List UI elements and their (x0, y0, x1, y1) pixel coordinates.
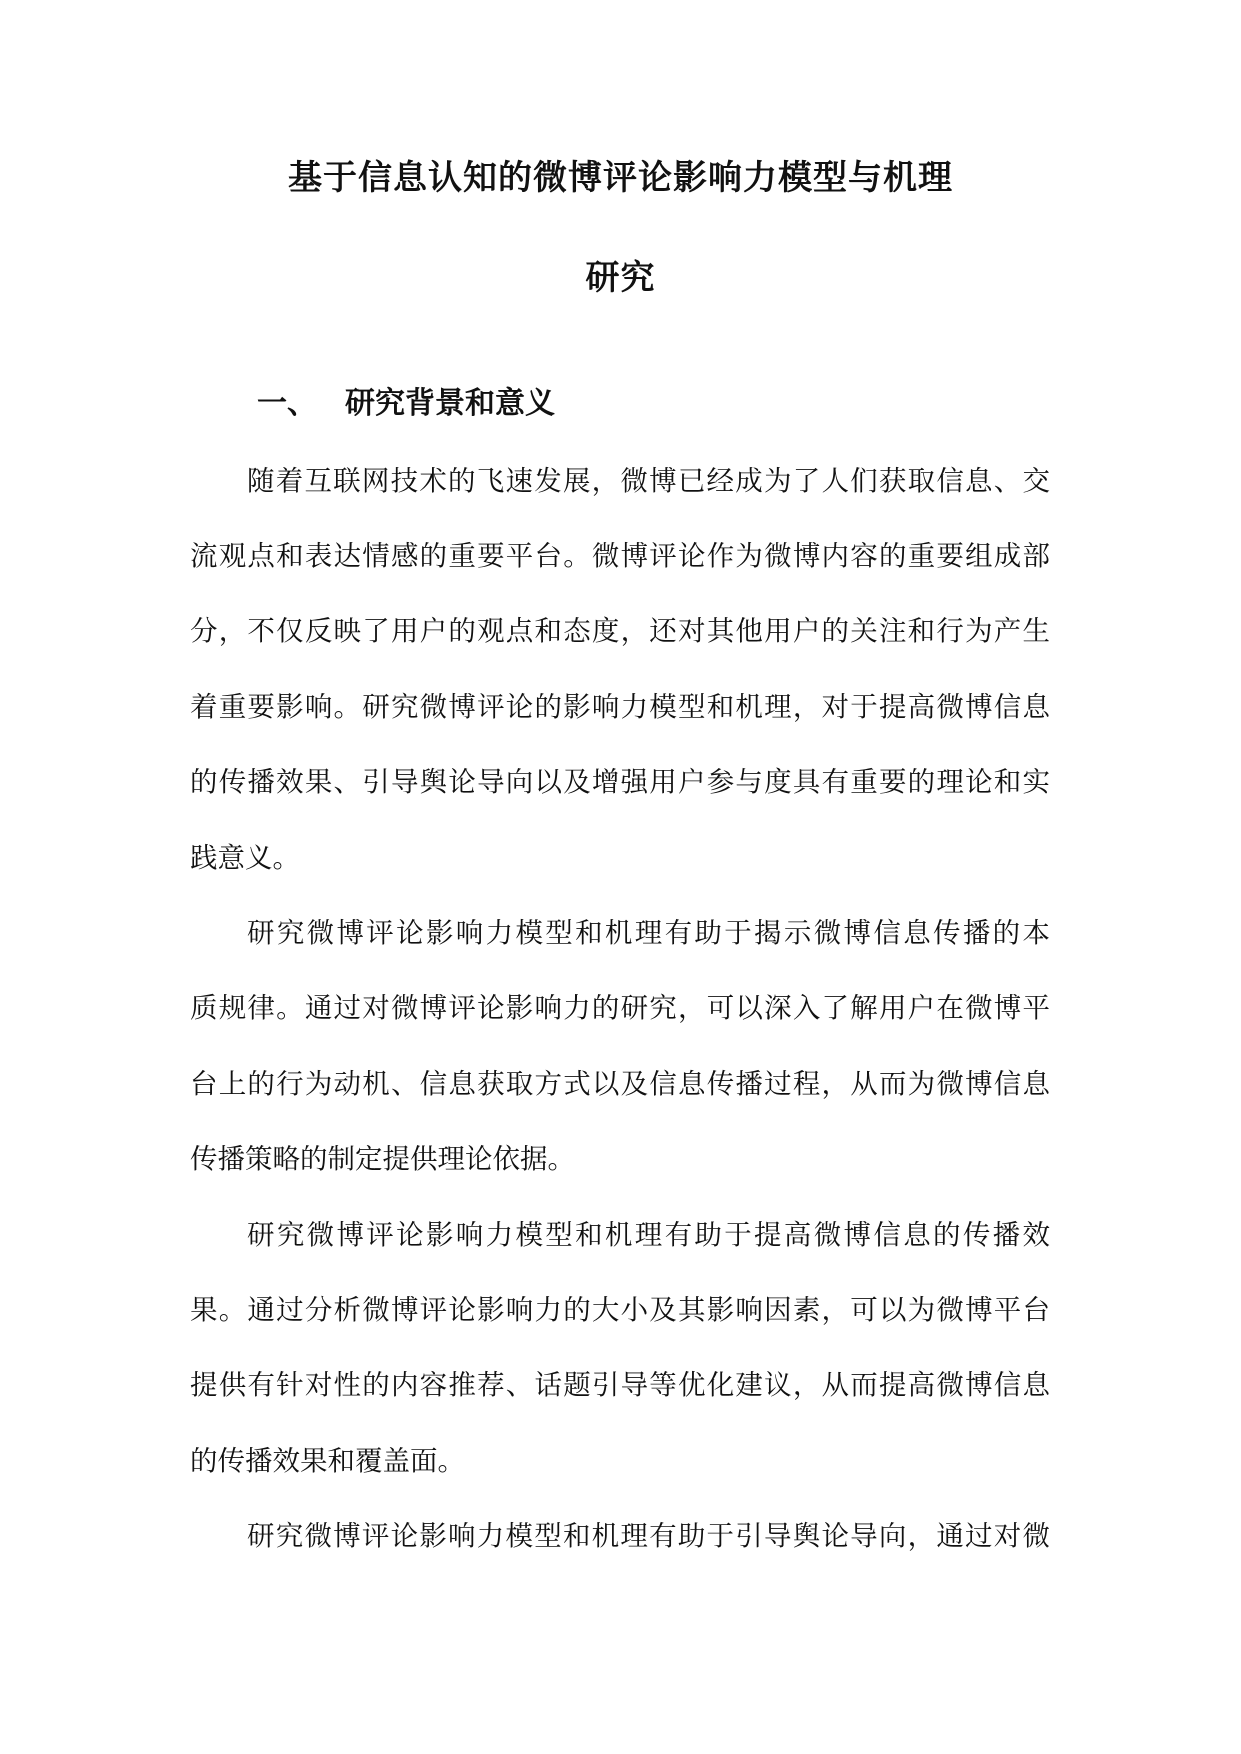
paragraph-line: 研究微博评论影响力模型和机理有助于引导舆论导向，通过对微 (247, 1520, 1050, 1552)
paragraph-line: 流观点和表达情感的重要平台。微博评论作为微博内容的重要组成部 (190, 540, 1050, 572)
paragraph-line: 提供有针对性的内容推荐、话题引导等优化建议，从而提高微博信息 (190, 1369, 1050, 1401)
paragraph-line: 的传播效果、引导舆论导向以及增强用户参与度具有重要的理论和实 (190, 766, 1050, 798)
section-heading (257, 378, 555, 422)
paragraph-line: 着重要影响。研究微博评论的影响力模型和机理，对于提高微博信息 (190, 691, 1050, 723)
document-title-line-2: 研究 (585, 258, 656, 298)
paragraph-line: 传播策略的制定提供理论依据。 (190, 1143, 575, 1175)
section-title: 研究背景和意义 (345, 386, 555, 421)
paragraph-line: 果。通过分析微博评论影响力的大小及其影响因素，可以为微博平台 (190, 1294, 1050, 1326)
paragraph-line: 随着互联网技术的飞速发展，微博已经成为了人们获取信息、交 (247, 465, 1050, 497)
section-number: 一、 (257, 386, 317, 421)
document-title-line-1: 基于信息认知的微博评论影响力模型与机理 (288, 158, 953, 198)
paragraph-line: 践意义。 (190, 842, 300, 874)
paragraph-line: 台上的行为动机、信息获取方式以及信息传播过程，从而为微博信息 (190, 1068, 1050, 1100)
paragraph-line: 研究微博评论影响力模型和机理有助于揭示微博信息传播的本 (247, 917, 1050, 949)
paragraph-line: 的传播效果和覆盖面。 (190, 1445, 465, 1477)
paragraph-line: 分，不仅反映了用户的观点和态度，还对其他用户的关注和行为产生 (190, 615, 1050, 647)
paragraph-line: 质规律。通过对微博评论影响力的研究，可以深入了解用户在微博平 (190, 992, 1050, 1024)
paragraph-line: 研究微博评论影响力模型和机理有助于提高微博信息的传播效 (247, 1219, 1050, 1251)
